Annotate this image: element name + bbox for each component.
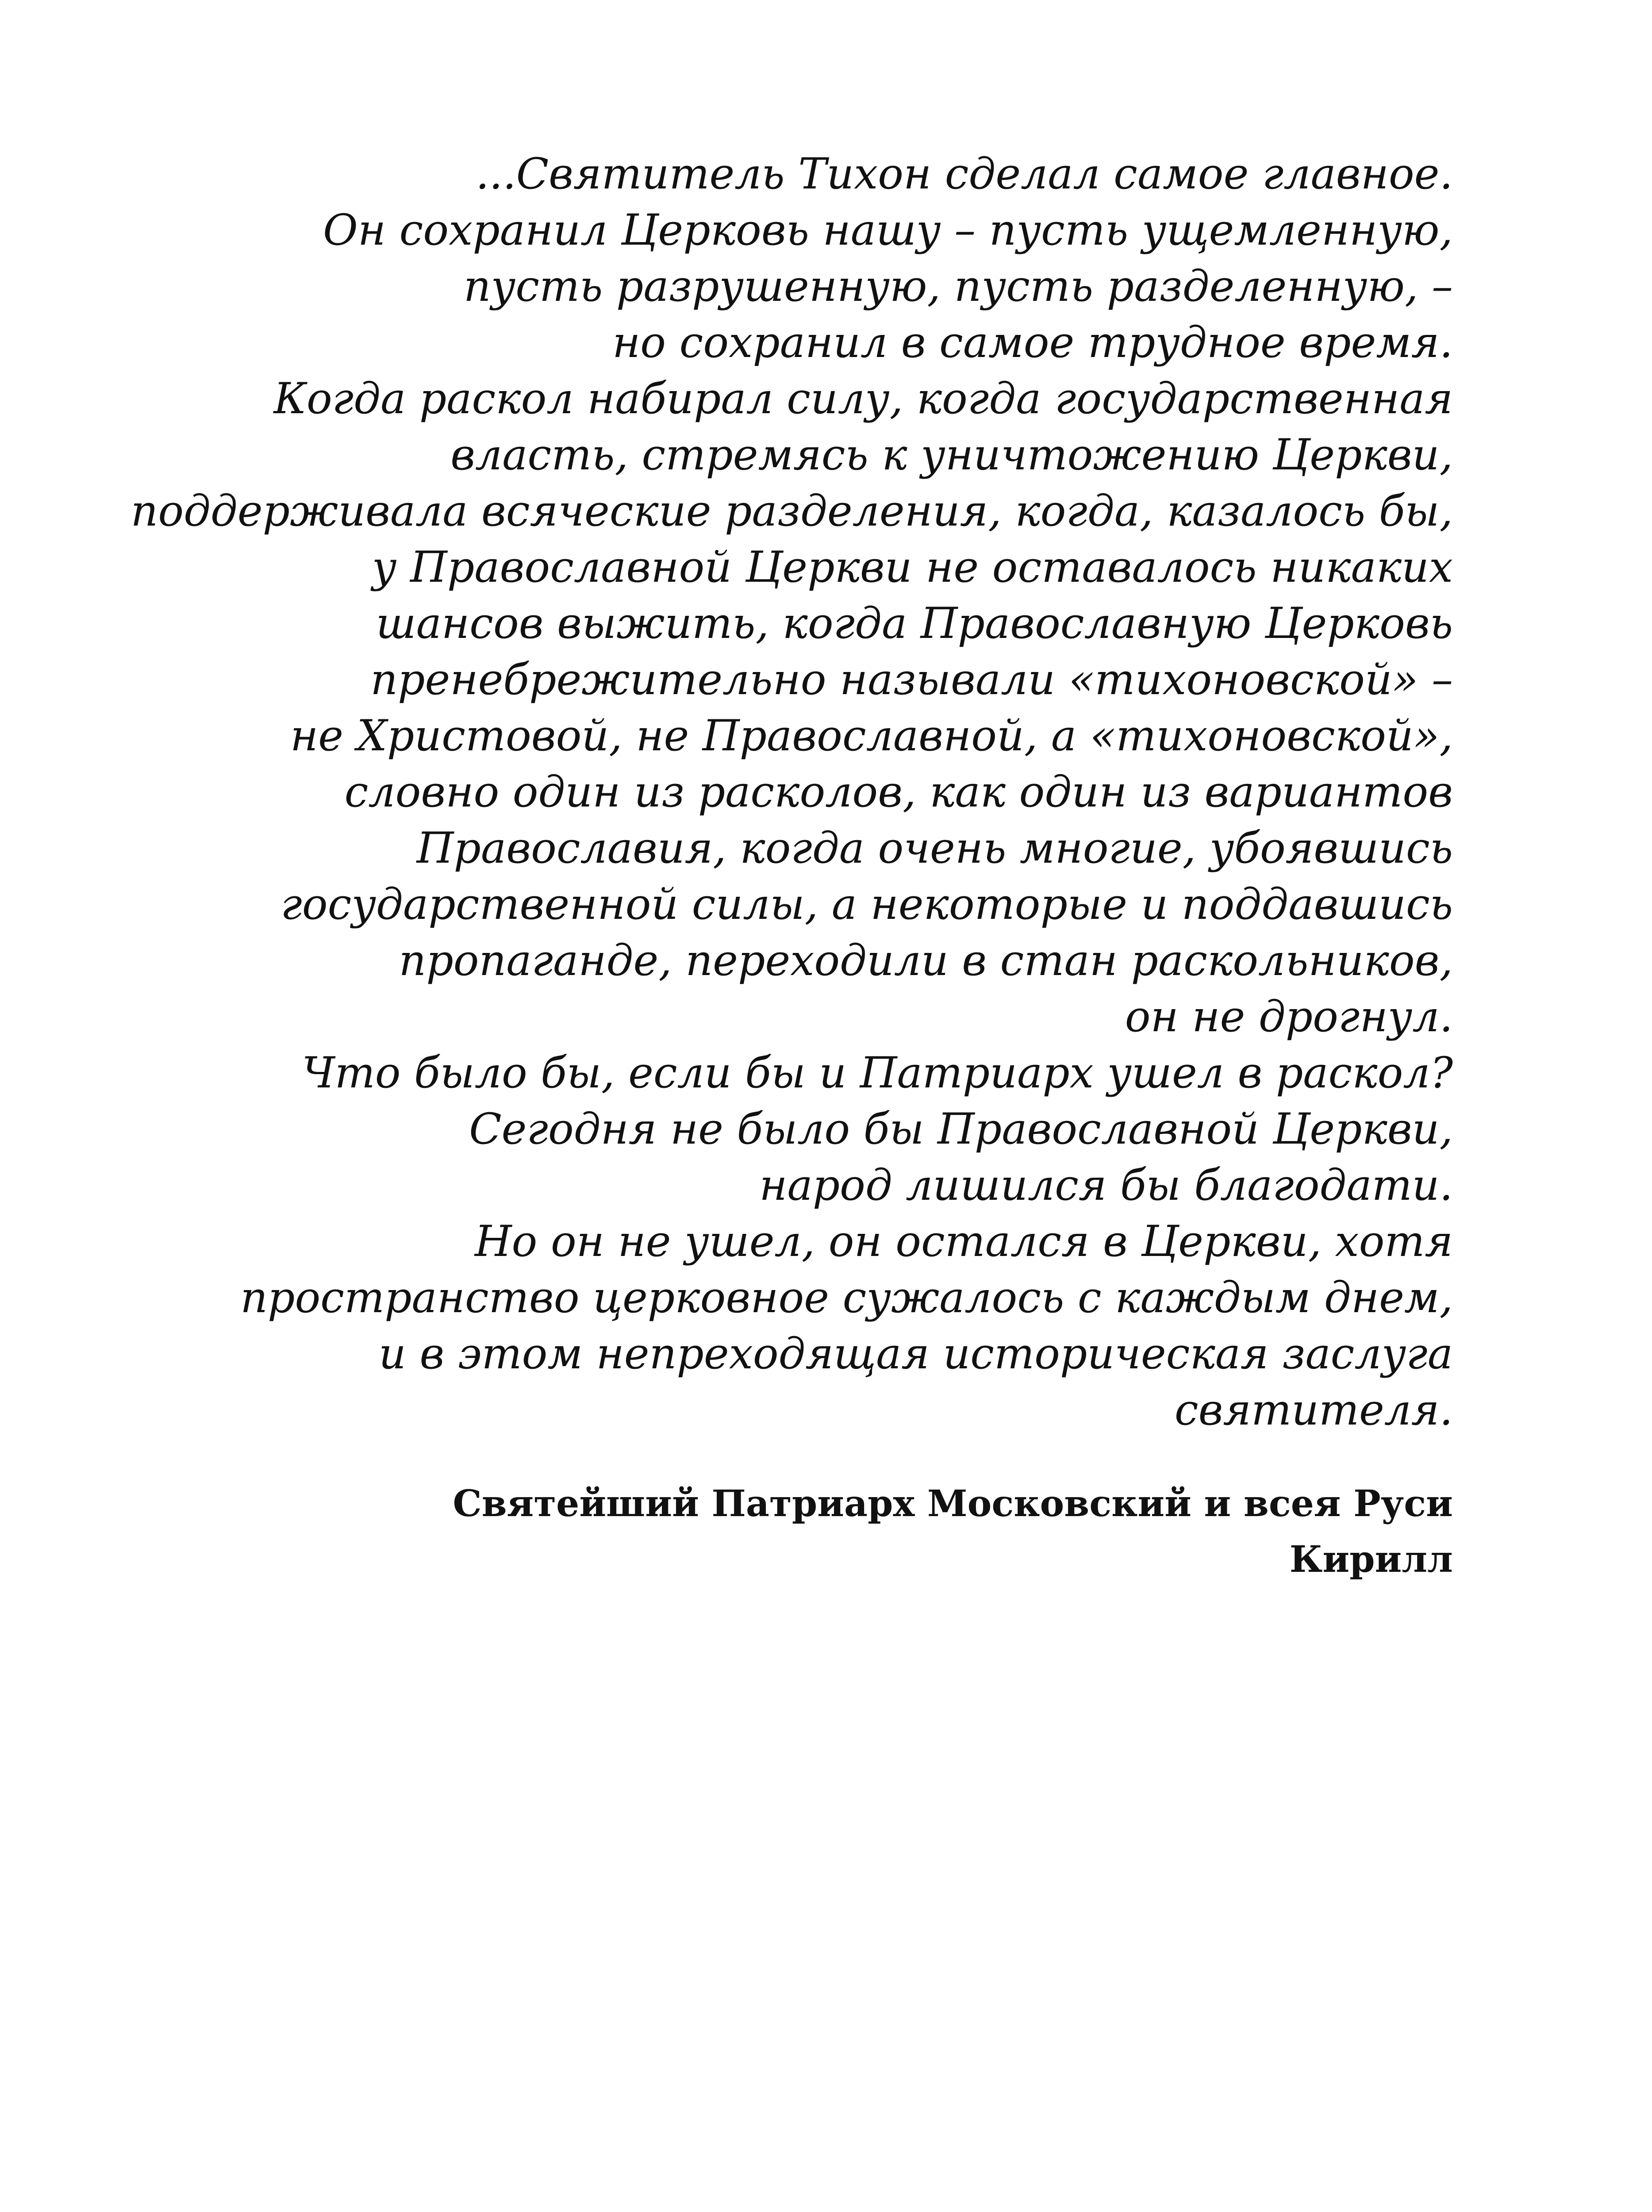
epigraph (81, 146, 1453, 1587)
quote-line: шансов выжить, когда Православную Церковь (376, 599, 1453, 648)
quote-line: он не дрогнул. (1125, 992, 1453, 1041)
quote-line: Но он не ушел, он остался в Церкви, хотя (474, 1217, 1453, 1266)
quote-line: но сохранил в самое трудное время. (612, 318, 1453, 367)
quote-line: пространство церковное сужалось с каждым днем, (240, 1273, 1453, 1322)
attribution-name: Кирилл (1289, 1538, 1453, 1581)
quote-block (81, 146, 1453, 1438)
quote-line: и в этом непреходящая историческая заслуга (379, 1329, 1453, 1379)
quote-line: пусть разрушенную, пусть разделенную, – (463, 261, 1453, 311)
quote-line: Сегодня не было бы Православной Церкви, (469, 1104, 1453, 1154)
quote-line: поддерживала всяческие разделения, когда, казалось бы, (131, 486, 1453, 536)
quote-line: Православия, когда очень многие, убоявшись (416, 823, 1453, 873)
quote-line: Он сохранил Церковь нашу – пусть ущемленную, (323, 205, 1453, 255)
quote-line: пренебрежительно называли «тихоновской» – (370, 655, 1453, 704)
quote-line: не Христовой, не Православной, а «тихоновской», (290, 711, 1453, 760)
attribution (81, 1476, 1453, 1587)
quote-line: Когда раскол набирал силу, когда государственная (273, 374, 1453, 423)
quote-line: ...Святитель Тихон сделал самое главное. (476, 149, 1453, 199)
quote-line: народ лишился бы благодати. (759, 1160, 1453, 1210)
attribution-title: Святейший Патриарх Московский и всея Руси (453, 1482, 1453, 1525)
quote-line: государственной силы, а некоторые и поддавшись (280, 879, 1453, 929)
quote-line: святителя. (1174, 1385, 1453, 1435)
quote-line: у Православной Церкви не оставалось никаких (372, 542, 1453, 592)
quote-line: пропаганде, переходили в стан раскольников, (399, 936, 1453, 985)
quote-line: словно один из расколов, как один из вариантов (344, 767, 1453, 817)
quote-line: Что было бы, если бы и Патриарх ушел в раскол? (302, 1048, 1453, 1098)
quote-line: власть, стремясь к уничтожению Церкви, (450, 430, 1453, 480)
